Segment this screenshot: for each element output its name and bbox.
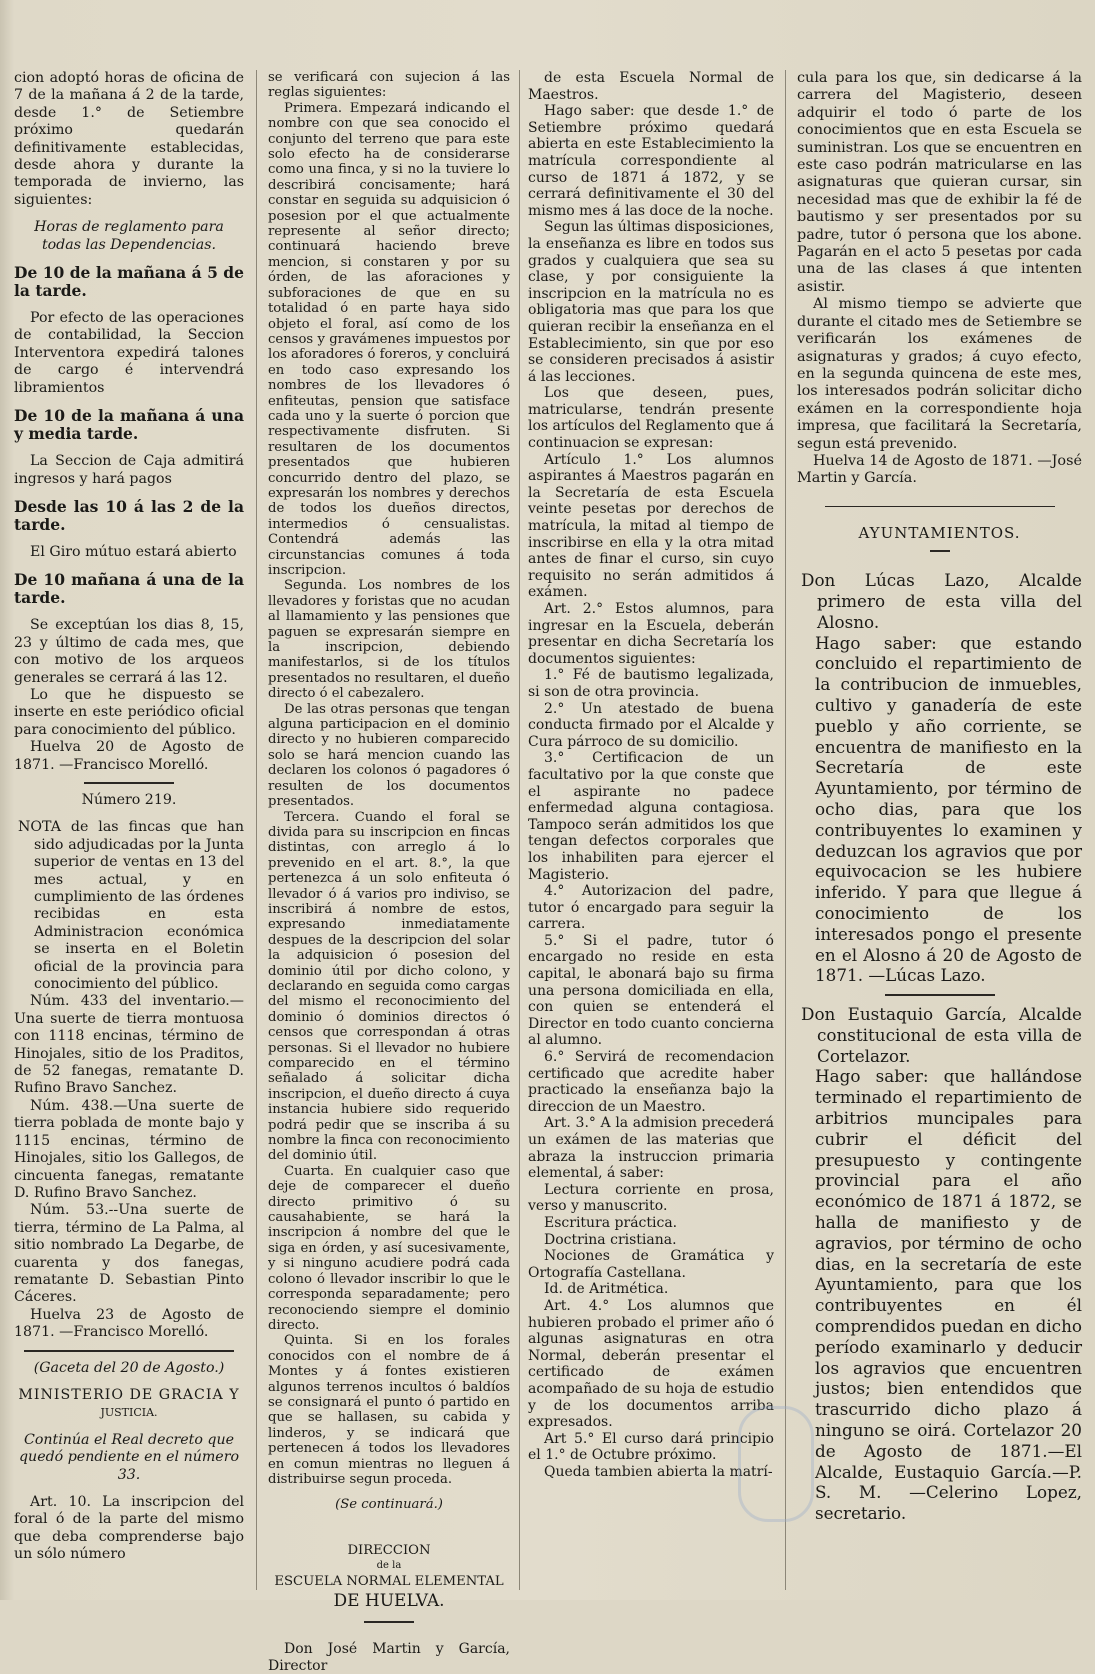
list-item: 3.° Certificacion de un facultativo por la que conste que el aspirante no padece enfermedad alguna contagiosa. Tampoco serán admitidos los que tengan defectos corporales que los inhabiliten para ejercer el Magisterio. (528, 750, 774, 883)
separator (364, 1621, 414, 1623)
paragraph: El Giro mútuo estará abierto (30, 543, 237, 560)
paragraph: Los que deseen, pues, matricularse, tendrán presente los artículos del Reglamento que á continuacion se expresan: (528, 385, 775, 452)
column-4 (797, 70, 1082, 1590)
paragraph: Tercera. Cuando el foral se divida para su inscripcion en fincas distintas, con arreglo á lo prevenido en el art. 8.°, la que pertenezca á un solo enfiteuta ó llevador ó á varios pro indiviso, se inscribirá á nombre de estos, expresando inmediatamente despues de la descripcion del solar la adquisicion ó posesion del dominio útil por dicho colono, y declarando en seguida como cargas del mismo el reconocimiento del dominio ó dominios directos ó censos que correspondan á otras personas. Si el llevador no hubiere comparecido en el término señalado á solicitar dicha inscripcion, el dueño directo á cuya instancia hubiere sido requerido podrá pedir que se inscriba á su nombre la finca con reconocimiento del dominio útil. (268, 809, 510, 1164)
list-item: Núm. 438.—Una suerte de tierra poblada de monte bajo y 1115 encinas, término de Hinojales, sitio los Gallegos, de cincuenta fanegas, rematante D. Rufino Bravo Sanchez. (14, 1097, 244, 1201)
list-item: 1.° Fé de bautismo legalizada, si son de otra provincia. (528, 667, 774, 700)
paragraph: De las otras personas que tengan alguna participacion en el dominio directo y no hubieren comparecido solo se hará mencion cuando las declaren los colonos ó pagadores ó resulten de los documentos presentados. (268, 701, 510, 810)
paragraph: Art. 4.° Los alumnos que hubieren probado el primer año ó algunas asignaturas en otra Normal, deberán presentar el certificado de exámen acompañado de su hoja de estudio y de los documentos arriba expresados. (528, 1297, 774, 1431)
schedule-title: Horas de reglamento para todas las Dependencias. (34, 219, 224, 253)
section-number: Número 219. (81, 791, 177, 808)
announcement-heading: Don Eustaquio García, Alcalde constitucional de esta villa de Cortelazor. (801, 1004, 1082, 1066)
section-subheading: de la (376, 1560, 402, 1572)
separator (825, 506, 1055, 507)
separator (930, 550, 950, 552)
separator (84, 782, 174, 784)
paragraph: Lo que he dispuesto se inserte en este periódico oficial para conocimiento del público. (14, 686, 244, 738)
schedule-heading: De 10 de la mañana á 5 de la tarde. (14, 263, 244, 301)
section-subheading: JUSTICIA. (100, 1406, 158, 1420)
list-item: Escritura práctica. (544, 1214, 678, 1231)
schedule-heading: De 10 mañana á una de la tarde. (14, 570, 244, 608)
section-heading: ESCUELA NORMAL ELEMENTAL (274, 1573, 504, 1589)
list-item: 5.° Si el padre, tutor ó encargado no reside en esta capital, le abonará bajo su firma una persona domiciliada en ella, con quien se entenderá el Director en todo cuanto concierna al alumno. (528, 932, 774, 1049)
gaceta-note: (Gaceta del 20 de Agosto.) (33, 1359, 225, 1376)
paragraph: La Seccion de Caja admitirá ingresos y hará pagos (14, 453, 244, 487)
paragraph: Art. 2.° Estos alumnos, para ingresar en la Escuela, deberán presentar en dicha Secretaría los documentos siguientes: (528, 601, 774, 667)
paragraph: Al mismo tiempo se advierte que durante el citado mes de Setiembre se verificarán los exámenes de asignaturas y grados; á cuyo efecto, en la segunda quincena de este mes, los interesados podrán solicitar dicho exámen en la correspondiente hoja impresa, que facilitará la Secretaría, segun está prevenido. (797, 296, 1082, 452)
paragraph: Primera. Empezará indicando el nombre con que sea conocido el conjunto del terreno que para este solo efecto ha de considerarse como una finca, y si no la tuviere lo describirá concisamente; hará constar en seguida su adquisicion ó posesion por el que actualmente represente al señor directo; continuará haciendo breve mencion, si constaren y por su órden, de las aforaciones y subforaciones de que en su totalidad ó en parte haya sido objeto el foral, así como de los censos y gravámenes impuestos por los aforadores ó foreros, y concluirá en todo caso expresando los nombres de los llevadores ó enfiteutas, pension que satisface cada uno y la suerte ó porcion que respectivamente disfruten. Si resultaren de los documentos presentados que hubieren concurrido dentro del plazo, se expresarán los nombres y derechos de todos los dueños directos, intermedios ó censualistas. Contendrá además las circunstancias comunes á toda inscripcion. (268, 100, 510, 578)
list-item: 6.° Servirá de recomendacion certificado que acredite haber practicado la enseñanza bajo la direccion de un Maestro. (528, 1049, 774, 1115)
list-item: 2.° Un atestado de buena conducta firmado por el Alcalde y Cura párroco de su domicilio. (528, 700, 774, 750)
section-heading: DIRECCION (347, 1542, 431, 1558)
list-item: Doctrina cristiana. (544, 1231, 677, 1248)
paragraph: Se exceptúan los dias 8, 15, 23 y último de cada mes, que con motivo de los arqueos generales se cerrará á las 12. (14, 617, 244, 686)
list-item: Lectura corriente en prosa, verso y manuscrito. (528, 1181, 774, 1215)
column-rule (519, 70, 520, 1590)
paragraph: Artículo 1.° Los alumnos aspirantes á Maestros pagarán en la Secretaría de esta Escuela veinte pesetas por derechos de matrícula, la mitad al tiempo de inscribirse en ella y la otra mitad antes de finar el curso, sin cuyo requisito no serán admitidos á exámen. (528, 451, 774, 601)
paragraph: Hago saber: que hallándose terminado el repartimiento de arbitrios muncipales para cubrir el déficit del presupuesto y contingente provincial para el año económico de 1871 á 1872, se halla de manifiesto y de agravios, por término de ocho dias, en la secretaría de este Ayuntamiento, para que los contribuyentes en él comprendidos puedan en dicho período examinarlo y deducir los agravios que encuentren justos; bien entendidos que trascurrido dicho plazo á ninguno se oirá. Cortelazor 20 de Agosto de 1871.—El Alcalde, Eustaquio García.—P. S. M. —Celerino Lopez, secretario. (815, 1066, 1082, 1524)
paragraph: Quinta. Si en los forales conocidos con el nombre de á Montes y á fontes existieren algunos terrenos incultos ó baldíos se consignará el punto ó partido en que se hallasen, su cabida y linderos, y se indicará que pertenecen á todos los llevadores en comun mientras no lleguen á distribuirse segun proceda. (268, 1333, 510, 1487)
list-item: Núm. 53.--Una suerte de tierra, término de La Palma, al sitio nombrado La Degarbe, de cuarenta y dos fanegas, rematante D. Sebastian Pinto Cáceres. (14, 1202, 244, 1306)
column-rule (256, 70, 257, 1590)
column-3 (528, 70, 774, 1590)
paragraph: se verificará con sujecion á las reglas siguientes: (268, 70, 510, 101)
paragraph: Cuarta. En cualquier caso que deje de comparecer el dueño directo primitivo ó su causahabiente, se hará la inscripcion á nombre del que le siga en órden, y así sucesivamente, y si ninguno acudiere podrá cada colono ó llevador inscribir lo que le corresponda separadamente; pero reconociendo siempre el dominio directo. (268, 1163, 510, 1333)
signature: Huelva 20 de Agosto de 1871. —Francisco Morelló. (14, 739, 244, 773)
paragraph: Hago saber: que desde 1.° de Setiembre próximo quedará abierta en este Establecimiento la matrícula correspondiente al curso de 1871 á 1872, y se cerrará definitivamente el 30 del mismo mes á las doce de la noche. (528, 103, 774, 219)
separator (885, 994, 995, 996)
signature: Huelva 14 de Agosto de 1871. —José Martin y García. (797, 452, 1082, 487)
paragraph: Segun las últimas disposiciones, la enseñanza es libre en todos sus grados y cualquiera que sea su clase, y por consiguiente la inscripcion en la matrícula no es obligatoria mas que para los que quieran recibir la enseñanza en el Establecimiento, sin que por eso se consideren precisados á asistir á las lecciones. (528, 219, 774, 385)
paragraph: Continúa el Real decreto que quedó pendiente en el número 33. (18, 1431, 240, 1483)
paragraph: Art. 3.° A la admision precederá un exámen de las materias que abraza la instruccion primaria elemental, á saber: (528, 1115, 774, 1182)
column-1 (14, 70, 244, 1590)
paragraph: cula para los que, sin dedicarse á la carrera del Magisterio, deseen adquirir el todo ó parte de los conocimientos que en esta Escuela se suministran. Los que se encuentren en este caso podrán matricularse en las asignaturas que quieran cursar, sin necesidad mas que de exhibir la fé de bautismo y ser presentados por su padre, tutor ó persona que los abone. Pagarán en el acto 5 pesetas por cada una de las clases á que intenten asistir. (797, 70, 1082, 295)
list-item: 4.° Autorizacion del padre, tutor ó encargado para seguir la carrera. (528, 883, 774, 933)
section-heading: MINISTERIO DE GRACIA Y (18, 1386, 240, 1403)
list-item: Núm. 433 del inventario.—Una suerte de tierra montuosa con 1118 encinas, término de Hinojales, sitio de los Praditos, de 52 fanegas, rematante D. Rufino Bravo Sanchez. (14, 993, 244, 1097)
column-2 (268, 70, 510, 1674)
signature: Huelva 23 de Agosto de 1871. —Francisco Morelló. (14, 1306, 244, 1341)
paragraph: Por efecto de las operaciones de contabilidad, la Seccion Interventora expedirá talones de cargo é intervendrá libramientos (14, 310, 244, 396)
paragraph: Don José Martin y García, Director (268, 1641, 510, 1674)
continued-note: (Se continuará.) (335, 1497, 443, 1513)
schedule-heading: Desde las 10 á las 2 de la tarde. (14, 496, 244, 534)
paragraph: cion adoptó horas de oficina de 7 de la mañana á 2 de la tarde, desde 1.° de Setiembre próximo quedarán definitivamente establecidas, desde ahora y durante la temporada de invierno, las siguientes: (14, 70, 244, 208)
section-heading: DE HUELVA. (333, 1591, 445, 1611)
paragraph: NOTA de las fincas que han sido adjudicadas por la Junta superior de ventas en 13 del mes actual, y en cumplimiento de las órdenes recibidas en esta Administracion económica se inserta en el Boletin oficial de la provincia para conocimiento del público. (18, 819, 244, 993)
paragraph: de esta Escuela Normal de Maestros. (528, 70, 774, 103)
list-item: Id. de Aritmética. (544, 1281, 669, 1298)
paragraph: Hago saber: que estando concluido el repartimiento de la contribucion de inmuebles, cultivo y ganadería de este pueblo y año corriente, se encuentra de manifiesto en la Secretaría de este Ayuntamiento, por término de ocho dias, para que los contribuyentes lo examinen y deduzcan los agravios que por equivocacion se les hubiere inferido. Y para que llegue á conocimiento de los interesados pongo el presente en el Alosno á 20 de Agosto de 1871. —Lúcas Lazo. (815, 632, 1082, 986)
paragraph: Art. 10. La inscripcion del foral ó de la parte del mismo que deba comprenderse bajo un sólo número (14, 1494, 244, 1563)
paragraph: Segunda. Los nombres de los llevadores y foristas que no acudan al llamamiento y las pensiones que paguen se expresarán siempre en la inscripcion, debiendo manifestarlos, si de los títulos presentados no resultaren, el dueño directo ó el cabezalero. (268, 578, 510, 702)
list-item: Nociones de Gramática y Ortografía Castellana. (528, 1248, 774, 1281)
column-rule (785, 70, 786, 1590)
separator (24, 1350, 234, 1352)
paragraph: Art 5.° El curso dará principio el 1.° de Octubre próximo. (528, 1430, 774, 1464)
section-heading: AYUNTAMIENTOS. (858, 523, 1021, 542)
paragraph: Queda tambien abierta la matrí- (544, 1463, 773, 1480)
schedule-heading: De 10 de la mañana á una y media tarde. (14, 406, 244, 444)
announcement-heading: Don Lúcas Lazo, Alcalde primero de esta villa del Alosno. (801, 570, 1082, 632)
library-stamp (738, 1406, 814, 1522)
